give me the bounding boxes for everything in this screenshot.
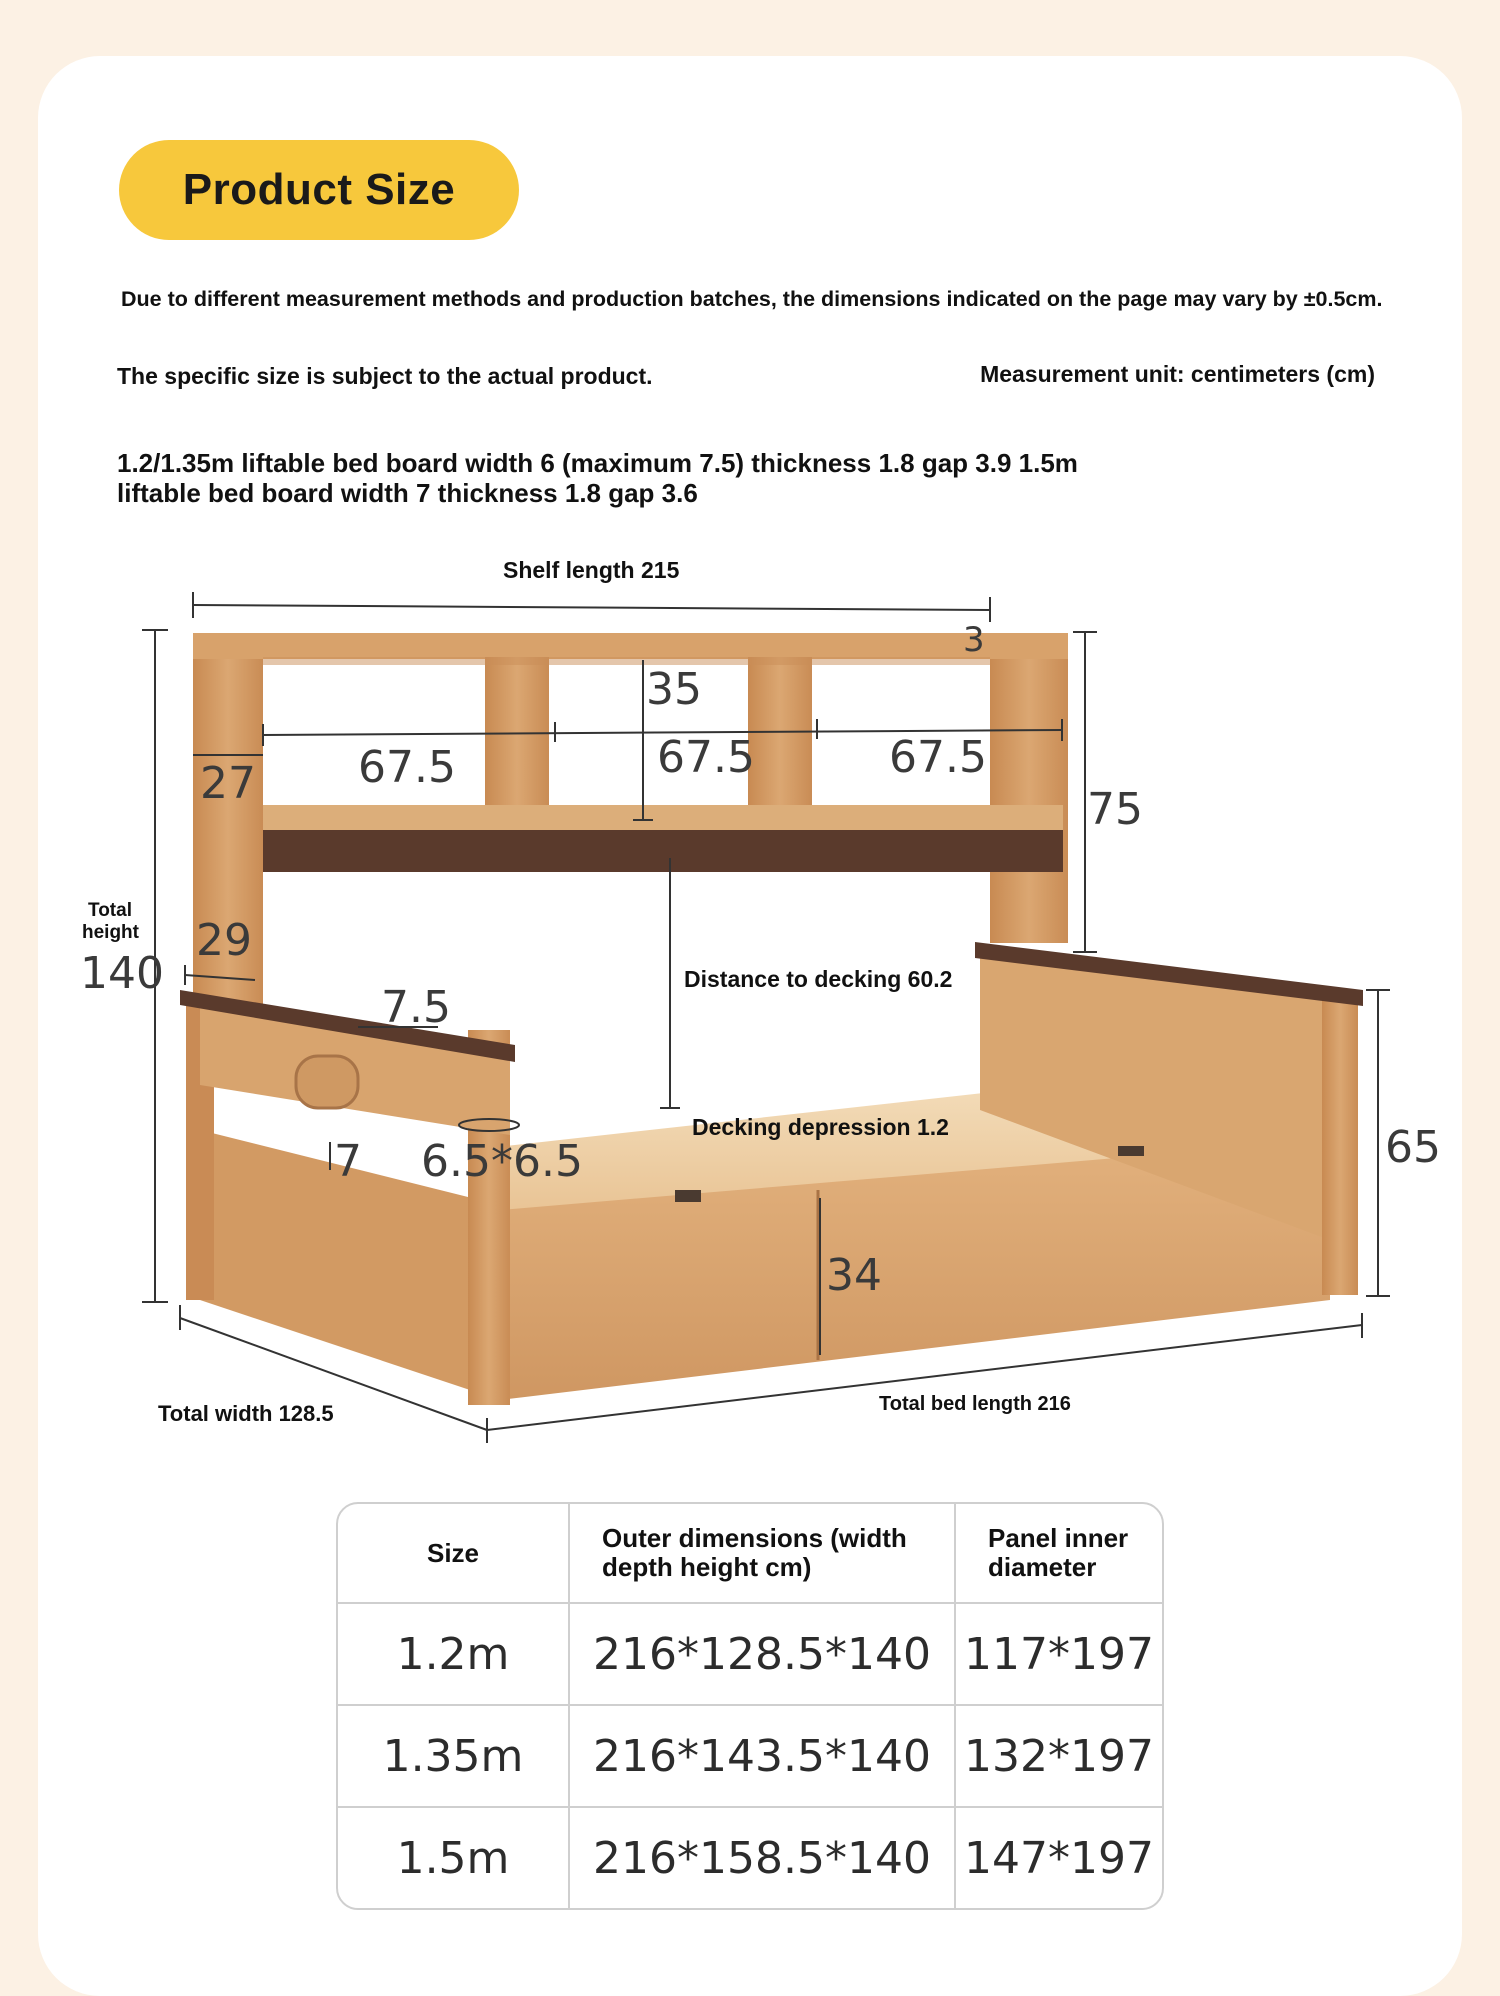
drawer-height-label: 34 — [826, 1250, 882, 1301]
slat-gap-label: 7 — [334, 1136, 362, 1187]
headboard-shelf — [193, 633, 1068, 1013]
top-thickness-label: 3 — [963, 620, 985, 660]
compartment-height-label: 35 — [646, 664, 702, 715]
shelf-length-label: Shelf length 215 — [503, 557, 680, 583]
subject-note: The specific size is subject to the actual product. — [117, 363, 653, 389]
table-cell: 1.35m — [338, 1706, 570, 1808]
table-cell: 132*197 — [956, 1706, 1162, 1808]
armrest-width-label: 7.5 — [381, 982, 451, 1033]
table-cell: 216*128.5*140 — [570, 1604, 956, 1706]
table-header: Outer dimensions (width depth height cm) — [570, 1504, 956, 1604]
total-height-label: Total height — [82, 900, 139, 943]
variance-note: Due to different measurement methods and production batches, the dimensions indicated on the page may vary by ±0.5cm. — [121, 287, 1383, 311]
distance-to-decking-label: Distance to decking 60.2 — [684, 966, 953, 992]
compartment-width-3-label: 67.5 — [889, 732, 987, 783]
table-cell: 117*197 — [956, 1604, 1162, 1706]
table-header: Size — [338, 1504, 570, 1604]
table-row — [338, 1706, 1162, 1808]
table-header-row — [338, 1504, 1162, 1604]
table-cell: 1.5m — [338, 1808, 570, 1908]
upright-width-top-label: 27 — [200, 758, 256, 809]
table-cell: 216*143.5*140 — [570, 1706, 956, 1808]
table-row — [338, 1604, 1162, 1706]
total-width-label: Total width 128.5 — [158, 1401, 334, 1426]
total-height-value: 140 — [80, 948, 164, 999]
decking-depression-label: Decking depression 1.2 — [692, 1114, 949, 1140]
board-spec: 1.2/1.35m liftable bed board width 6 (maximum 7.5) thickness 1.8 gap 3.9 1.5m liftable bed board width 7 thickness 1.8 gap 3.6 — [117, 448, 1078, 508]
table-header: Panel inner diameter — [956, 1504, 1162, 1604]
size-table — [336, 1502, 1164, 1910]
table-row — [338, 1808, 1162, 1908]
table-cell: 147*197 — [964, 1832, 1154, 1884]
shelf-height-label: 75 — [1087, 784, 1143, 835]
table-cell: 216*158.5*140 — [570, 1808, 956, 1908]
upright-width-mid-label: 29 — [196, 915, 252, 966]
post-size-label: 6.5*6.5 — [421, 1136, 583, 1187]
table-cell: 1.2m — [338, 1604, 570, 1706]
compartment-width-2-label: 67.5 — [657, 732, 755, 783]
compartment-width-1-label: 67.5 — [358, 742, 456, 793]
total-length-label: Total bed length 216 — [879, 1393, 1071, 1415]
footboard-height-label: 65 — [1385, 1122, 1441, 1173]
unit-note: Measurement unit: centimeters (cm) — [980, 361, 1375, 387]
page-title: Product Size — [182, 165, 456, 214]
